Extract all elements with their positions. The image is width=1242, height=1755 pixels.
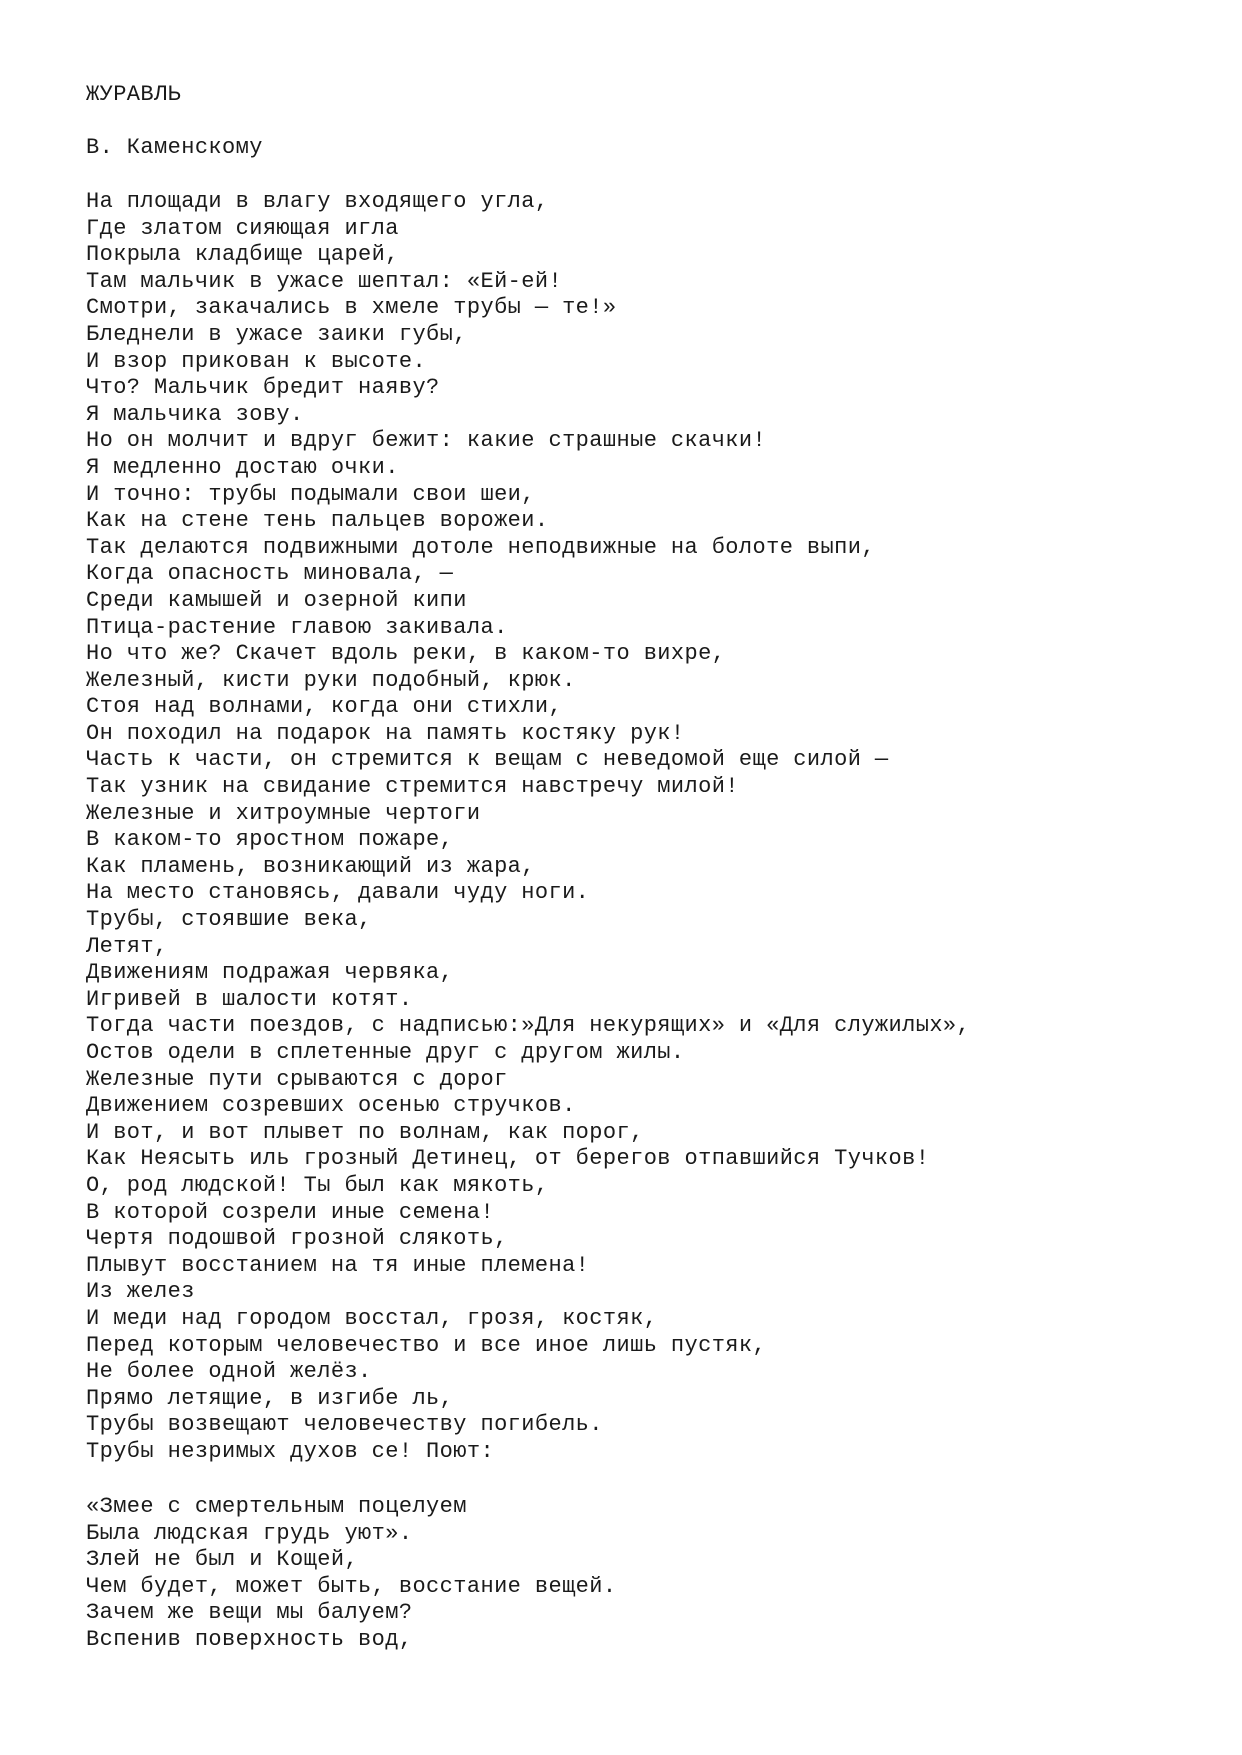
poem-line: И меди над городом восстал, грозя, костяк, (86, 1305, 658, 1331)
poem-line: Как пламень, возникающий из жара, (86, 853, 535, 879)
poem-line: Он походил на подарок на память костяку рук! (86, 720, 685, 746)
poem-line: Бледнели в ужасе заики губы, (86, 321, 467, 347)
poem-line: Прямо летящие, в изгибе ль, (86, 1385, 454, 1411)
poem-line: Железные и хитроумные чертоги (86, 800, 481, 826)
poem-line: Так узник на свидание стремится навстречу милой! (86, 774, 739, 800)
poem-line: Трубы возвещают человечеству погибель. (86, 1412, 603, 1438)
poem-line: Так делаются подвижными дотоле неподвижные на болоте выпи, (86, 534, 875, 560)
poem-line: Трубы незримых духов се! Поют: (86, 1438, 495, 1464)
stanza-1 (86, 189, 970, 1466)
poem-line: Железные пути срываются с дорог (86, 1066, 508, 1092)
poem-line: И вот, и вот плывет по волнам, как порог, (86, 1119, 644, 1145)
poem-line: И взор прикован к высоте. (86, 348, 427, 374)
poem-line: Покрыла кладбище царей, (86, 242, 399, 268)
poem-line: На площади в влагу входящего угла, (86, 189, 549, 214)
poem-title: ЖУРАВЛЬ (86, 82, 182, 107)
poem-line: Там мальчик в ужасе шептал: «Ей-ей! (86, 268, 563, 294)
poem-line: Железный, кисти руки подобный, крюк. (86, 667, 576, 693)
poem-line: «Змее с смертельным поцелуем (86, 1494, 467, 1519)
poem-line: Остов одели в сплетенные друг с другом жилы. (86, 1040, 685, 1065)
poem-line: Но что же? Скачет вдоль реки, в каком-то вихре, (86, 641, 726, 667)
poem-line: В которой созрели иные семена! (86, 1199, 495, 1225)
poem-line: Игривей в шалости котят. (86, 986, 413, 1012)
poem-line: Когда опасность миновала, — (86, 561, 454, 587)
poem-line: Движениям подражая червяка, (86, 960, 454, 986)
stanza-2 (86, 1494, 616, 1654)
poem-line: Смотри, закачались в хмеле трубы — те!» (86, 295, 617, 321)
poem-line: Трубы, стоявшие века, (86, 907, 372, 933)
poem-line: Среди камышей и озерной кипи (86, 587, 467, 613)
poem-line: Тогда части поездов, с надписью:»Для некурящих» и «Для служилых», (86, 1013, 971, 1039)
poem-line: Движением созревших осенью стручков. (86, 1093, 576, 1119)
poem-line: Летят, (86, 933, 168, 959)
poem-line: О, род людской! Ты был как мякоть, (86, 1172, 549, 1198)
poem-line: Зачем же вещи мы балуем? (86, 1600, 413, 1626)
poem-line: Как Неясыть иль грозный Детинец, от берегов отпавшийся Тучков! (86, 1146, 930, 1172)
poem-line: Из желез (86, 1279, 195, 1305)
poem-line: Часть к части, он стремится к вещам с неведомой еще силой — (86, 747, 889, 773)
poem-line: Что? Мальчик бредит наяву? (86, 375, 440, 401)
poem-line: Как на стене тень пальцев ворожеи. (86, 508, 549, 534)
poem-line: Была людская грудь уют». (86, 1520, 413, 1546)
poem-line: На место становясь, давали чуду ноги. (86, 880, 590, 906)
poem-line: Не более одной желёз. (86, 1359, 372, 1385)
poem-line: Но он молчит и вдруг бежит: какие страшные скачки! (86, 428, 767, 454)
poem-line: Стоя над волнами, когда они стихли, (86, 694, 563, 720)
poem-dedication: В. Каменскому (86, 135, 263, 160)
poem-line: Злей не был и Кощей, (86, 1547, 359, 1573)
poem-line: Чертя подошвой грозной слякоть, (86, 1226, 508, 1252)
poem-line: Я мальчика зову. (86, 401, 304, 427)
poem-line: Где златом сияющая игла (86, 215, 399, 241)
poem-line: Вспенив поверхность вод, (86, 1626, 413, 1652)
poem-line: Я медленно достаю очки. (86, 454, 399, 480)
poem-line: В каком-то яростном пожаре, (86, 827, 454, 853)
poem-line: Плывут восстанием на тя иные племена! (86, 1252, 590, 1278)
poem-line: И точно: трубы подымали свои шеи, (86, 481, 535, 507)
poem-line: Чем будет, может быть, восстание вещей. (86, 1573, 617, 1599)
poem-line: Перед которым человечество и все иное лишь пустяк, (86, 1332, 767, 1358)
poem-line: Птица-растение главою закивала. (86, 614, 508, 640)
